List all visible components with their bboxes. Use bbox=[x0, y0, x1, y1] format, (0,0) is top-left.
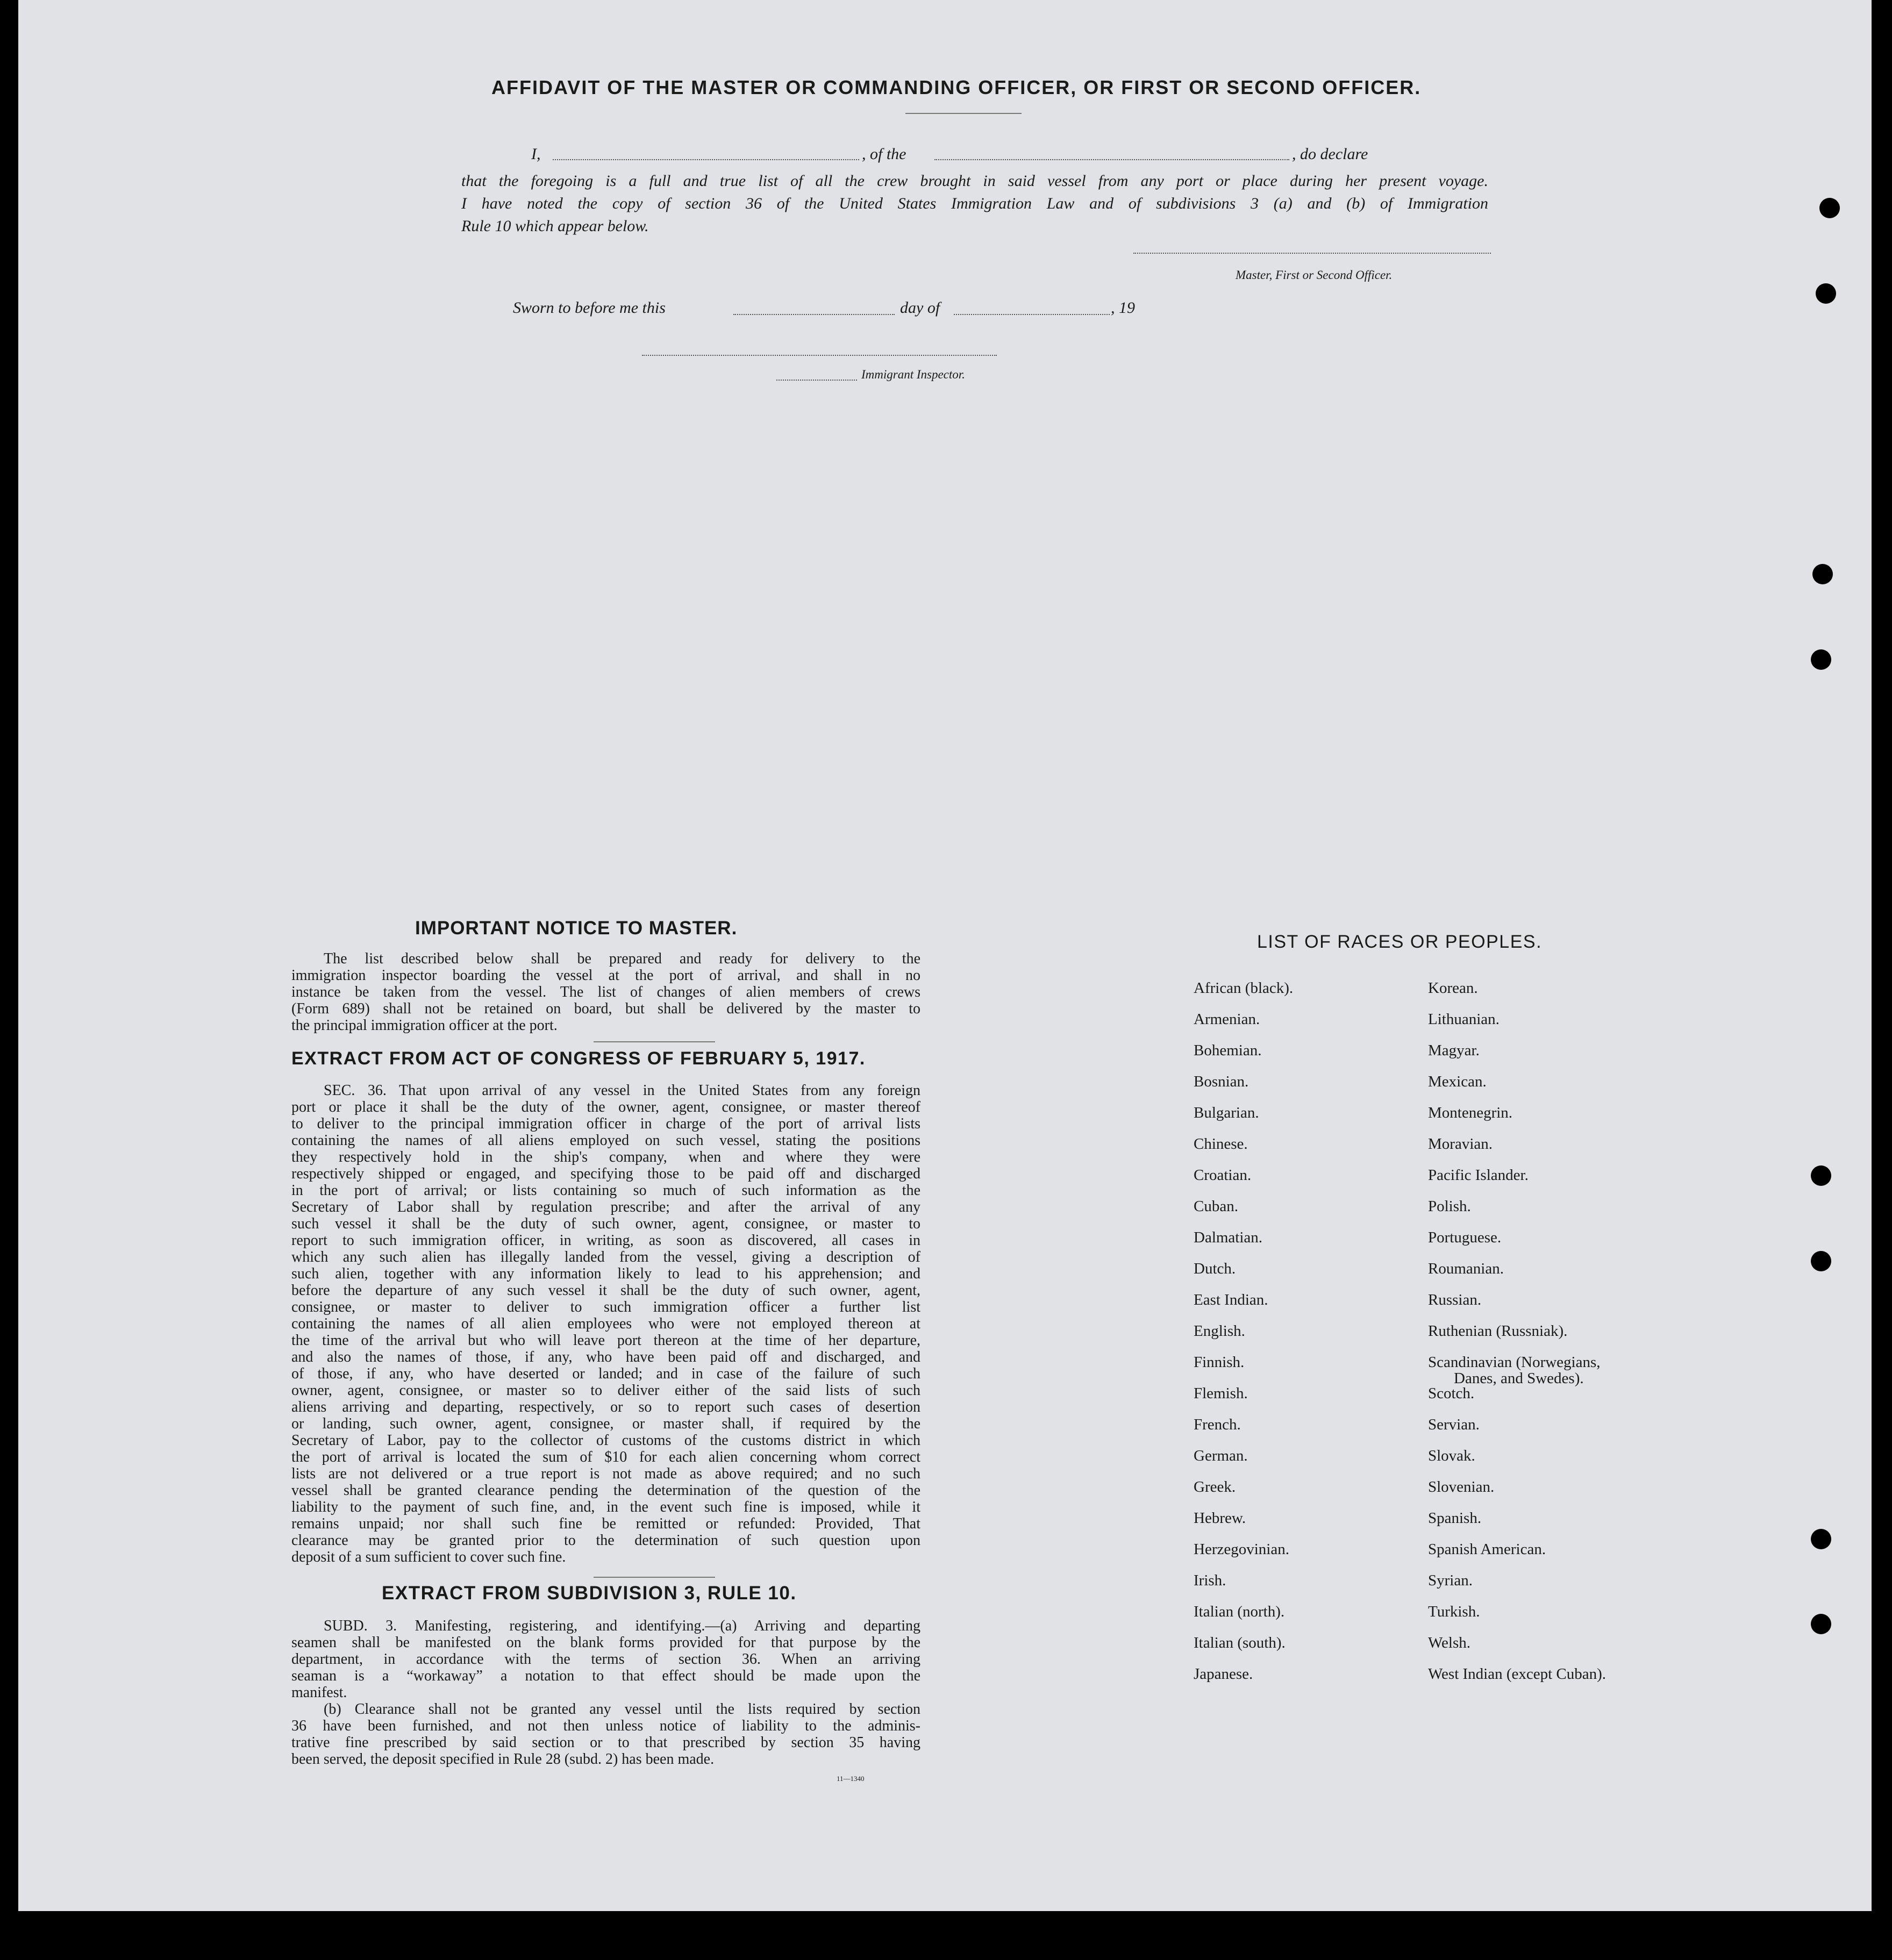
binder-hole bbox=[1811, 649, 1831, 670]
paragraph-line: containing the names of all alien employees who were not employed thereon at bbox=[291, 1315, 920, 1332]
paragraph-line: owner, agent, consignee, or master so to deliver either of the said lists of such bbox=[291, 1382, 920, 1399]
race-item: Italian (south). bbox=[1194, 1634, 1286, 1651]
i-label: I, bbox=[531, 145, 541, 163]
race-item: Scandinavian (Norwegians, bbox=[1428, 1354, 1601, 1371]
race-item: Lithuanian. bbox=[1428, 1011, 1500, 1028]
race-item: Italian (north). bbox=[1194, 1603, 1285, 1620]
paragraph-line: consignee, or master to deliver to such immigration officer a further list bbox=[291, 1299, 920, 1315]
notice-title: IMPORTANT NOTICE TO MASTER. bbox=[415, 918, 738, 939]
affidavit-title: AFFIDAVIT OF THE MASTER OR COMMANDING OFFICER, OR FIRST OR SECOND OFFICER. bbox=[491, 76, 1422, 98]
race-item: Armenian. bbox=[1194, 1011, 1260, 1028]
race-item: African (black). bbox=[1194, 979, 1294, 997]
race-item: Servian. bbox=[1428, 1416, 1480, 1433]
paragraph-line: SUBD. 3. Manifesting, registering, and identifying.—(a) Arriving and departing bbox=[324, 1618, 920, 1634]
paragraph-line: the port of arrival is located the sum of $10 for each alien concerning whom correct bbox=[291, 1449, 920, 1465]
affidavit-declaration bbox=[461, 145, 1488, 238]
binder-hole bbox=[1811, 1529, 1831, 1549]
paragraph-line: report to such immigration officer, in writing, as soon as discovered, all cases in bbox=[291, 1232, 920, 1249]
race-item: Ruthenian (Russniak). bbox=[1428, 1322, 1568, 1340]
race-item: Flemish. bbox=[1194, 1385, 1248, 1402]
binder-hole bbox=[1811, 1165, 1831, 1186]
race-item: Hebrew. bbox=[1194, 1510, 1246, 1527]
race-item: Moravian. bbox=[1428, 1135, 1493, 1153]
race-item: English. bbox=[1194, 1322, 1245, 1340]
race-item: Pacific Islander. bbox=[1428, 1167, 1529, 1184]
binder-hole bbox=[1816, 283, 1836, 304]
race-item: Slovenian. bbox=[1428, 1478, 1495, 1496]
binder-hole bbox=[1811, 1251, 1831, 1271]
document-page bbox=[18, 0, 1872, 1911]
race-item: Turkish. bbox=[1428, 1603, 1480, 1620]
paragraph-line: such vessel it shall be the duty of such owner, agent, consignee, or master to bbox=[291, 1215, 920, 1232]
declaration-line-4: Rule 10 which appear below. bbox=[461, 217, 649, 235]
paragraph-line: before the departure of any such vessel it shall be the duty of such owner, agent, bbox=[291, 1282, 920, 1299]
race-item-continuation: Danes, and Swedes). bbox=[1454, 1370, 1584, 1387]
race-item: East Indian. bbox=[1194, 1291, 1268, 1308]
race-item: Montenegrin. bbox=[1428, 1104, 1513, 1121]
paragraph-line: SEC. 36. That upon arrival of any vessel in the United States from any foreign bbox=[324, 1082, 920, 1099]
races-title: LIST OF RACES OR PEOPLES. bbox=[1257, 932, 1543, 952]
race-item: Bosnian. bbox=[1194, 1073, 1249, 1090]
race-item: Korean. bbox=[1428, 979, 1478, 997]
notice-body bbox=[291, 950, 920, 1034]
paragraph-line: containing the names of all aliens employed on such vessel, stating the positions bbox=[291, 1132, 920, 1149]
rule-title: EXTRACT FROM SUBDIVISION 3, RULE 10. bbox=[382, 1583, 797, 1604]
inspector-signature-line[interactable] bbox=[642, 355, 997, 356]
paragraph-line: and also the names of those, if any, who have been paid off and discharged, and bbox=[291, 1349, 920, 1365]
binder-hole bbox=[1811, 1614, 1831, 1634]
race-item: Russian. bbox=[1428, 1291, 1482, 1308]
paragraph-line: of those, if any, who have deserted or landed; and in case of the failure of such bbox=[291, 1365, 920, 1382]
race-item: Welsh. bbox=[1428, 1634, 1471, 1651]
vessel-blank[interactable] bbox=[934, 159, 1289, 160]
paragraph-line: to deliver to the principal immigration officer in charge of the port of arrival lists bbox=[291, 1115, 920, 1132]
paragraph-line: port or place it shall be the duty of the owner, agent, consignee, or master thereof bbox=[291, 1099, 920, 1115]
notice-divider bbox=[594, 1041, 715, 1042]
paragraph-line: or landing, such owner, agent, consignee, or master shall, if required by the bbox=[291, 1415, 920, 1432]
act-title: EXTRACT FROM ACT OF CONGRESS OF FEBRUARY 5, 1917. bbox=[291, 1048, 866, 1069]
paragraph-line: aliens arriving and departing, respectively, or so to report such cases of desertion bbox=[291, 1399, 920, 1415]
race-item: Greek. bbox=[1194, 1478, 1236, 1496]
paragraph-line: lists are not delivered or a true report is not made as above required; and no such bbox=[291, 1465, 920, 1482]
notice-line: (Form 689) shall not be retained on board, but shall be delivered by the master to bbox=[291, 1000, 920, 1017]
notice-line: instance be taken from the vessel. The list of changes of alien members of crews bbox=[291, 984, 920, 1000]
race-item: Croatian. bbox=[1194, 1167, 1252, 1184]
sworn-month-blank[interactable] bbox=[954, 314, 1110, 315]
race-item: Cuban. bbox=[1194, 1198, 1238, 1215]
notice-line: The list described below shall be prepared and ready for delivery to the bbox=[324, 950, 920, 967]
paragraph-line: in the port of arrival; or lists containing so much of such information as the bbox=[291, 1182, 920, 1199]
race-item: Portuguese. bbox=[1428, 1229, 1502, 1246]
race-item: Dutch. bbox=[1194, 1260, 1236, 1277]
paragraph-line: Secretary of Labor, pay to the collector of customs of the customs district in which bbox=[291, 1432, 920, 1449]
act-body bbox=[291, 1082, 920, 1565]
race-item: Irish. bbox=[1194, 1572, 1226, 1589]
paragraph-line: department, in accordance with the terms of section 36. When an arriving bbox=[291, 1651, 920, 1668]
race-item: German. bbox=[1194, 1447, 1248, 1464]
paragraph-line: been served, the deposit specified in Rule 28 (subd. 2) has been made. bbox=[291, 1751, 715, 1768]
race-item: Spanish. bbox=[1428, 1510, 1482, 1527]
name-blank[interactable] bbox=[553, 159, 859, 160]
notice-line: immigration inspector boarding the vessel at the port of arrival, and shall in no bbox=[291, 967, 920, 984]
race-item: Spanish American. bbox=[1428, 1541, 1546, 1558]
inspector-label: Immigrant Inspector. bbox=[861, 368, 965, 381]
paragraph-line: vessel shall be granted clearance pending the determination of the question of the bbox=[291, 1482, 920, 1499]
notice-line: the principal immigration officer at the port. bbox=[291, 1017, 558, 1034]
act-divider bbox=[594, 1577, 715, 1578]
declaration-line-2: that the foregoing is a full and true list of all the crew brought in said vessel from any port or place during her present voyage. bbox=[461, 172, 1488, 190]
paragraph-line: 36 have been furnished, and not then unless notice of liability to the adminis- bbox=[291, 1718, 920, 1734]
sworn-label: Sworn to before me this bbox=[513, 299, 666, 317]
paragraph-line: seamen shall be manifested on the blank forms provided for that purpose by the bbox=[291, 1634, 920, 1651]
race-item: Japanese. bbox=[1194, 1665, 1253, 1683]
sworn-line bbox=[513, 299, 1158, 323]
rule-body bbox=[291, 1618, 920, 1768]
race-item: Bohemian. bbox=[1194, 1042, 1262, 1059]
paragraph-line: Secretary of Labor shall by regulation prescribe; and after the arrival of any bbox=[291, 1199, 920, 1215]
form-number: 11—1340 bbox=[837, 1775, 865, 1783]
race-item: Mexican. bbox=[1428, 1073, 1487, 1090]
binder-hole bbox=[1812, 564, 1833, 584]
master-signature-label: Master, First or Second Officer. bbox=[1236, 268, 1393, 282]
day-of-label: day of bbox=[900, 299, 940, 317]
race-item: Syrian. bbox=[1428, 1572, 1473, 1589]
do-declare-label: , do declare bbox=[1292, 145, 1368, 163]
title-underline bbox=[905, 113, 1022, 114]
binder-hole bbox=[1819, 198, 1840, 218]
race-item: Bulgarian. bbox=[1194, 1104, 1259, 1121]
paragraph-line: deposit of a sum sufficient to cover such fine. bbox=[291, 1549, 566, 1565]
race-item: Slovak. bbox=[1428, 1447, 1475, 1464]
paragraph-line: they respectively hold in the ship's company, when and where they were bbox=[291, 1149, 920, 1165]
declaration-line-3: I have noted the copy of section 36 of the United States Immigration Law and of subdivisions 3 (a) and (b) of Immigration bbox=[461, 195, 1488, 212]
paragraph-line: remains unpaid; nor shall such fine be remitted or refunded: Provided, That bbox=[291, 1515, 920, 1532]
sworn-day-blank[interactable] bbox=[733, 314, 895, 315]
paragraph-line: the time of the arrival but who will leave port thereon at the time of her departure, bbox=[291, 1332, 920, 1349]
paragraph-line: such alien, together with any information likely to lead to his apprehension; and bbox=[291, 1265, 920, 1282]
paragraph-line: manifest. bbox=[291, 1684, 347, 1701]
race-item: Scotch. bbox=[1428, 1385, 1475, 1402]
paragraph-line: liability to the payment of such fine, and, in the event such fine is imposed, while it bbox=[291, 1499, 920, 1515]
master-signature-line[interactable] bbox=[1133, 253, 1491, 254]
race-item: Chinese. bbox=[1194, 1135, 1248, 1153]
paragraph-line: (b) Clearance shall not be granted any vessel until the lists required by section bbox=[324, 1701, 920, 1718]
paragraph-line: trative fine prescribed by said section or to that prescribed by section 35 having bbox=[291, 1734, 920, 1751]
race-item: Magyar. bbox=[1428, 1042, 1480, 1059]
race-item: West Indian (except Cuban). bbox=[1428, 1665, 1607, 1683]
race-item: French. bbox=[1194, 1416, 1241, 1433]
paragraph-line: seaman is a “workaway” a notation to that effect should be made upon the bbox=[291, 1668, 920, 1684]
race-item: Dalmatian. bbox=[1194, 1229, 1263, 1246]
race-item: Polish. bbox=[1428, 1198, 1471, 1215]
race-item: Roumanian. bbox=[1428, 1260, 1504, 1277]
race-item: Finnish. bbox=[1194, 1354, 1245, 1371]
paragraph-line: respectively shipped or engaged, and specifying those to be paid off and discharged bbox=[291, 1165, 920, 1182]
paragraph-line: clearance may be granted prior to the determination of such question upon bbox=[291, 1532, 920, 1549]
of-the-label: , of the bbox=[862, 145, 906, 163]
year-label: , 19 bbox=[1111, 299, 1135, 317]
inspector-signature-line-2[interactable] bbox=[776, 380, 857, 381]
race-item: Herzegovinian. bbox=[1194, 1541, 1289, 1558]
paragraph-line: which any such alien has illegally landed from the vessel, giving a description of bbox=[291, 1249, 920, 1265]
